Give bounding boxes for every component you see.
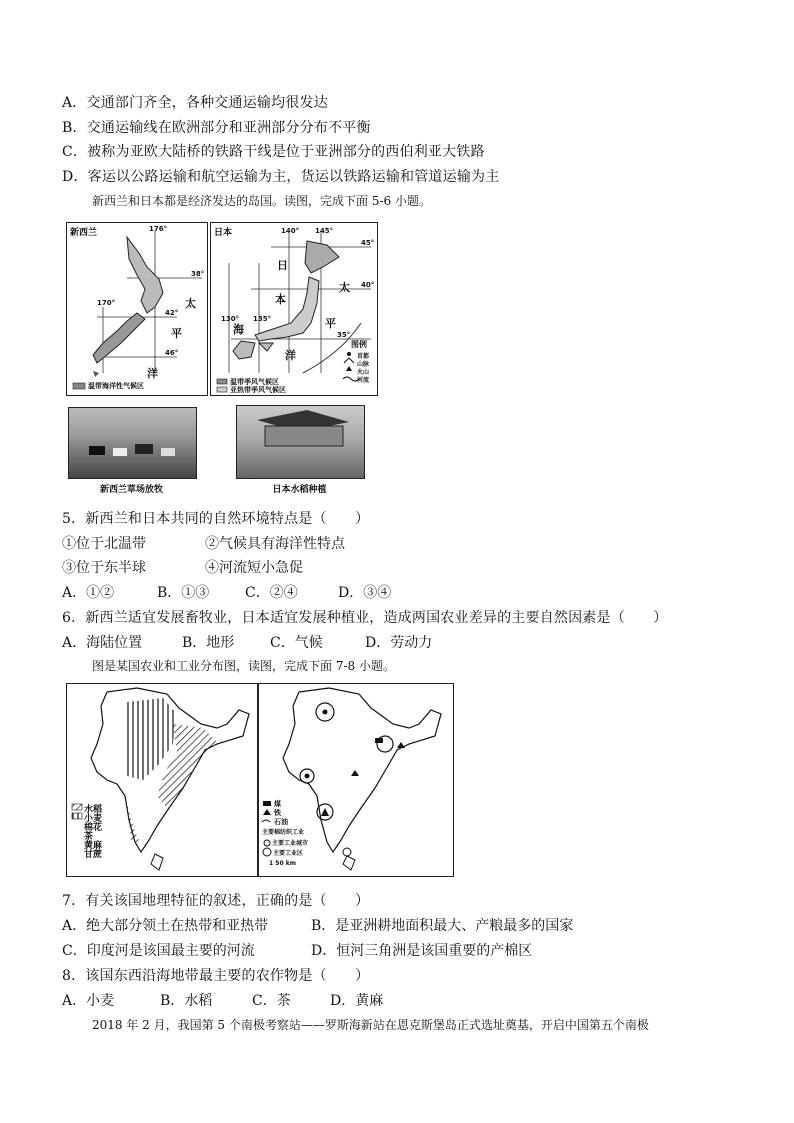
ind-scale: 1 50 km bbox=[269, 860, 296, 867]
nz-map-title: 新西兰 bbox=[70, 228, 98, 238]
q8-option-c: C．茶 bbox=[252, 993, 291, 1009]
nz-legend: 温带海洋性气候区 bbox=[88, 382, 144, 390]
q5-statement-4: ④河流短小急促 bbox=[205, 560, 303, 576]
map-india-industry bbox=[258, 683, 454, 877]
q6-option-d: D．劳动力 bbox=[365, 635, 433, 651]
intro-7-8: 图是某国农业和工业分布图，读图，完成下面 7-8 小题。 bbox=[92, 659, 395, 673]
q5-statement-2: ②气候具有海洋性特点 bbox=[205, 536, 345, 552]
jp-legend-1: 温带季风气候区 bbox=[230, 378, 279, 386]
q5-option-d: D．③④ bbox=[338, 585, 392, 601]
q5-option-a: A．①② bbox=[62, 585, 115, 601]
nz-lat-42: 42° bbox=[165, 309, 179, 317]
q8-option-b: B．水稻 bbox=[160, 993, 213, 1009]
q6-option-a: A．海陆位置 bbox=[62, 635, 143, 651]
intro-5-6: 新西兰和日本都是经济发达的岛国。读图，完成下面 5-6 小题。 bbox=[92, 194, 431, 208]
intro-9: 2018 年 2 月，我国第 5 个南极考察站——罗斯海新站在恩克斯堡岛正式选址奠基，开启中国第五个南极 bbox=[92, 1018, 649, 1032]
jp-lon-140: 140° bbox=[281, 227, 300, 235]
nz-lon-176: 176° bbox=[149, 225, 168, 233]
agri-legend-jute: 黄麻 bbox=[84, 841, 103, 851]
ind-legend-iron: 铁 bbox=[274, 809, 281, 817]
jp-lon-130: 130° bbox=[221, 315, 240, 323]
q4-option-d: D．客运以公路运输和航空运输为主，货运以铁路运输和管道运输为主 bbox=[62, 169, 500, 185]
cattle-icon bbox=[69, 408, 196, 478]
q5-statement-1: ①位于北温带 bbox=[62, 536, 146, 552]
jp-ocean-char-2: 平 bbox=[325, 317, 336, 330]
nz-lat-38: 38° bbox=[191, 270, 205, 278]
jp-legend-title: 图例 bbox=[351, 340, 367, 349]
caption-jp-photo: 日本水稻种植 bbox=[272, 485, 327, 495]
nz-lon-170: 170° bbox=[97, 299, 116, 307]
q7-option-b: B．是亚洲耕地面积最大、产粮最多的国家 bbox=[311, 918, 574, 934]
jp-lat-35: 35° bbox=[337, 331, 351, 339]
jp-land-char-1: 日 bbox=[277, 259, 288, 272]
nz-ocean-char-3: 洋 bbox=[147, 367, 158, 380]
nz-ocean-char-1: 太 bbox=[185, 297, 196, 310]
q7-option-d: D．恒河三角洲是该国重要的产棉区 bbox=[311, 943, 533, 959]
ind-legend-oil: 石油 bbox=[274, 818, 288, 826]
q6-stem: 6．新西兰适宜发展畜牧业，日本适宜发展种植业，造成两国农业差异的主要自然因素是（ ） bbox=[62, 610, 668, 626]
jp-legend-symbols bbox=[341, 349, 361, 389]
agri-legend-sugarcane: 甘蔗 bbox=[84, 850, 103, 860]
q7-option-a: A．绝大部分领土在热带和亚热带 bbox=[62, 918, 269, 934]
photo-nz-grazing bbox=[68, 407, 197, 479]
nz-lat-46: 46° bbox=[165, 349, 179, 357]
ind-legend-industrial-city: 主要工业城市 bbox=[272, 840, 309, 847]
agri-legend-tea: 茶 bbox=[84, 832, 94, 842]
jp-lon-145: 145° bbox=[315, 227, 334, 235]
jp-legend-item-river: 河流 bbox=[357, 377, 370, 384]
q5-stem: 5．新西兰和日本共同的自然环境特点是（ ） bbox=[62, 511, 370, 527]
caption-nz-photo: 新西兰草场放牧 bbox=[99, 485, 163, 495]
q6-option-c: C．气候 bbox=[270, 635, 323, 651]
q7-stem: 7．有关该国地理特征的叙述，正确的是（ ） bbox=[62, 893, 370, 909]
jp-lat-45: 45° bbox=[361, 239, 375, 247]
q7-option-c: C．印度河是该国最主要的河流 bbox=[62, 943, 255, 959]
ind-legend-cotton-textile: 主要棉纺织工业 bbox=[262, 829, 305, 836]
q4-option-b: B．交通运输线在欧洲部分和亚洲部分分布不平衡 bbox=[62, 120, 371, 136]
jp-land-char-2: 本 bbox=[275, 293, 286, 306]
jp-legend-item-mountain: 山脉 bbox=[357, 361, 370, 368]
q8-option-a: A．小麦 bbox=[62, 993, 115, 1009]
photo-jp-rice bbox=[236, 405, 365, 479]
ind-legend-industrial-zone: 主要工业区 bbox=[273, 850, 304, 857]
q5-statement-3: ③位于东半球 bbox=[62, 560, 146, 576]
q6-option-b: B．地形 bbox=[182, 635, 235, 651]
jp-ocean-char-3: 洋 bbox=[285, 349, 296, 362]
jp-lon-135: 135° bbox=[253, 315, 272, 323]
q5-option-c: C．②④ bbox=[245, 585, 298, 601]
q8-option-d: D．黄麻 bbox=[330, 993, 384, 1009]
q4-option-a: A．交通部门齐全，各种交通运输均很发达 bbox=[62, 95, 328, 111]
jp-legend-item-volcano: 火山 bbox=[357, 369, 370, 376]
farmhouse-icon bbox=[237, 406, 364, 478]
jp-legend-2: 亚热带季风气候区 bbox=[230, 386, 286, 394]
q4-option-c: C．被称为亚欧大陆桥的铁路干线是位于亚洲部分的西伯利亚大铁路 bbox=[62, 144, 485, 160]
jp-ocean-char-1: 太 bbox=[339, 281, 350, 294]
jp-lat-40: 40° bbox=[361, 281, 375, 289]
agri-legend-cotton: 棉花 bbox=[84, 823, 103, 833]
jp-sea-char: 海 bbox=[233, 323, 244, 336]
map-india-agriculture bbox=[66, 683, 258, 877]
ind-legend-coal: 煤 bbox=[274, 800, 281, 808]
agri-legend-rice: 水稻 bbox=[84, 805, 103, 815]
nz-ocean-char-2: 平 bbox=[171, 327, 182, 340]
agri-legend-wheat: 小麦 bbox=[84, 814, 103, 824]
jp-map-title: 日本 bbox=[214, 228, 233, 238]
jp-legend-item-capital: 首都 bbox=[357, 353, 370, 360]
map-japan bbox=[210, 222, 378, 396]
q8-stem: 8．该国东西沿海地带最主要的农作物是（ ） bbox=[62, 968, 370, 984]
q5-option-b: B．①③ bbox=[157, 585, 210, 601]
map-new-zealand bbox=[66, 222, 208, 396]
